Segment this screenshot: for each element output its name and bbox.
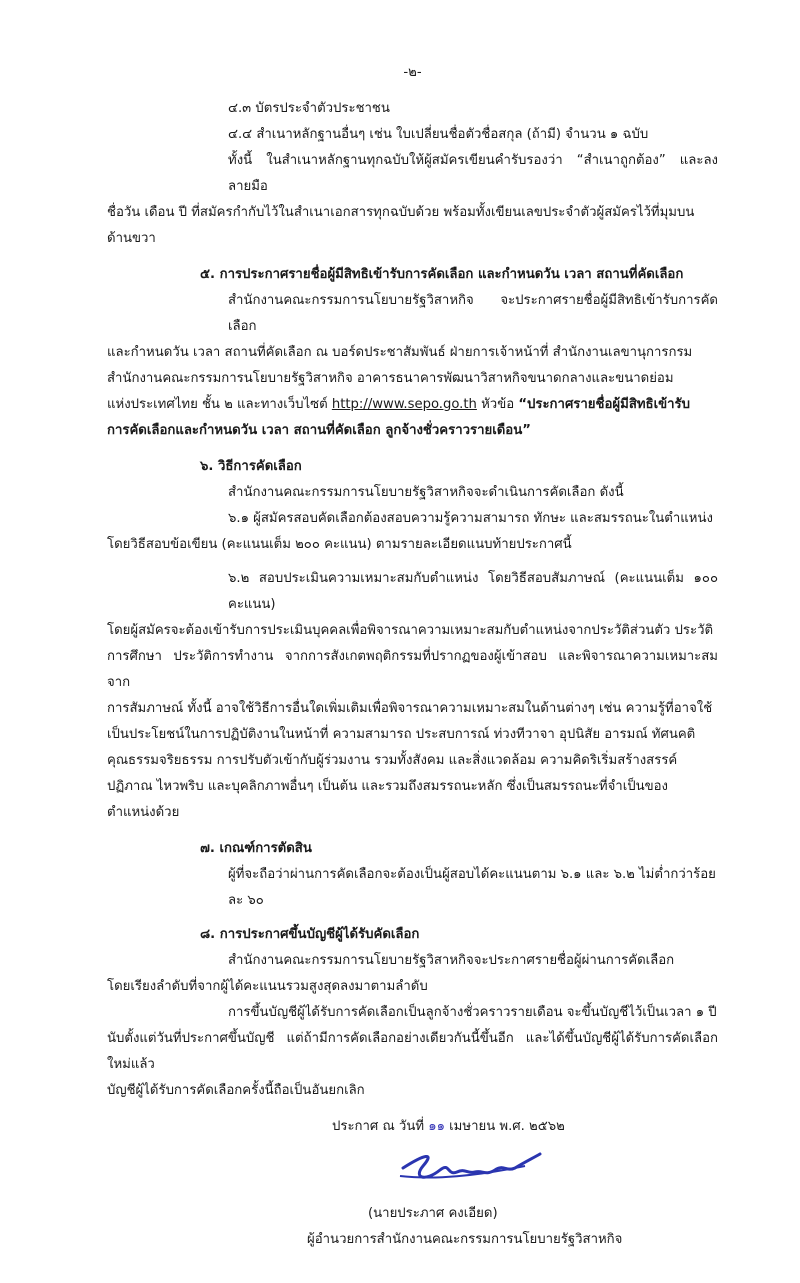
paragraph-line: ทั้งนี้ ในสำเนาหลักฐานทุกฉบับให้ผู้สมัครเขียนคำรับรองว่า “สำเนาถูกต้อง” และลงลายมือ	[228, 153, 718, 194]
item-4-4: ๔.๔ สำเนาหลักฐานอื่นๆ เช่น ใบเปลี่ยนชื่อตัวชื่อสกุล (ถ้ามี) จำนวน ๑ ฉบับ	[228, 127, 649, 142]
paragraph-line: ชื่อวัน เดือน ปี ที่สมัครกำกับไว้ในสำเนาเอกสารทุกฉบับด้วย พร้อมทั้งเขียนเลขประจำตัวผู้สมัครไว้ที่มุมบน	[107, 205, 695, 220]
signatory-name: (นายประภาศ คงเอียด)	[368, 1206, 498, 1221]
paragraph-line: ผู้ที่จะถือว่าผ่านการคัดเลือกจะต้องเป็นผู้สอบได้คะแนนตาม ๖.๑ และ ๖.๒ ไม่ต่ำกว่าร้อยละ ๖๐	[228, 867, 716, 908]
paragraph-line: บัญชีผู้ได้รับการคัดเลือกครั้งนี้ถือเป็นอันยกเลิก	[107, 1083, 365, 1098]
paragraph-line: สำนักงานคณะกรรมการนโยบายรัฐวิสาหกิจ จะประกาศรายชื่อผู้มีสิทธิเข้ารับการคัดเลือก	[228, 293, 718, 334]
paragraph-line: การสัมภาษณ์ ทั้งนี้ อาจใช้วิธีการอื่นใดเพิ่มเติมเพื่อพิจารณาความเหมาะสมในด้านต่างๆ เช่น ความรู้ที่อาจใช้	[107, 701, 713, 716]
paragraph-line: สำนักงานคณะกรรมการนโยบายรัฐวิสาหกิจจะประกาศรายชื่อผู้ผ่านการคัดเลือก	[228, 953, 675, 968]
paragraph-line: ด้านขวา	[107, 231, 156, 246]
announcement-date	[107, 1114, 718, 1140]
paragraph-line: การศึกษา ประวัติการทำงาน จากการสังเกตพฤติกรรมที่ปรากฏของผู้เข้าสอบ และพิจารณาความเหมาะสมจาก	[107, 649, 718, 690]
day-handwritten: ๑๑	[428, 1119, 445, 1134]
page-number: -๒-	[403, 65, 422, 80]
section-6-heading: ๖. วิธีการคัดเลือก	[200, 459, 302, 474]
paragraph-line: ๖.๑ ผู้สมัครสอบคัดเลือกต้องสอบความรู้ความสามารถ ทักษะ และสมรรถนะในตำแหน่ง	[228, 511, 713, 526]
paragraph-line: สำนักงานคณะกรรมการนโยบายรัฐวิสาหกิจ อาคารธนาคารพัฒนาวิสาหกิจขนาดกลางและขนาดย่อม	[107, 371, 674, 386]
paragraph-line: การขึ้นบัญชีผู้ได้รับการคัดเลือกเป็นลูกจ้างชั่วคราวรายเดือน จะขึ้นบัญชีไว้เป็นเวลา ๑ ปี	[228, 1005, 717, 1020]
paragraph-line: ตำแหน่งด้วย	[107, 805, 180, 820]
paragraph-line: ปฏิภาณ ไหวพริบ และบุคลิกภาพอื่นๆ เป็นต้น และรวมถึงสมรรถนะหลัก ซึ่งเป็นสมรรถนะที่จำเป็นของ	[107, 779, 668, 794]
signatory-title: ผู้อำนวยการสำนักงานคณะกรรมการนโยบายรัฐวิสาหกิจ	[307, 1232, 623, 1247]
paragraph-line: และกำหนดวัน เวลา สถานที่คัดเลือก ณ บอร์ดประชาสัมพันธ์ ฝ่ายการเจ้าหน้าที่ สำนักงานเลขานุการกรม	[107, 345, 693, 360]
item-4-3: ๔.๓ บัตรประจำตัวประชาชน	[228, 101, 390, 116]
paragraph-line: คุณธรรมจริยธรรม การปรับตัวเข้ากับผู้ร่วมงาน รวมทั้งสังคม และสิ่งแวดล้อม ความคิดริเริ่มสร้างสรรค์	[107, 753, 678, 768]
section-8-heading: ๘. การประกาศขึ้นบัญชีผู้ได้รับคัดเลือก	[200, 927, 420, 942]
text: หัวข้อ	[476, 397, 519, 412]
text: ประกาศ ณ วันที่	[332, 1119, 429, 1134]
paragraph-line: สำนักงานคณะกรรมการนโยบายรัฐวิสาหกิจจะดำเนินการคัดเลือก ดังนี้	[228, 485, 624, 500]
paragraph-line: โดยเรียงลำดับที่จากผู้ได้คะแนนรวมสูงสุดลงมาตามลำดับ	[107, 979, 428, 994]
paragraph-line: นับตั้งแต่วันที่ประกาศขึ้นบัญชี แต่ถ้ามีการคัดเลือกอย่างเดียวกันนี้ขึ้นอีก และได้ขึ้นบัญชีผู้ได้รับการคัดเลือกใหม่แล้ว	[107, 1031, 718, 1072]
section-5-heading: ๕. การประกาศรายชื่อผู้มีสิทธิเข้ารับการคัดเลือก และกำหนดวัน เวลา สถานที่คัดเลือก	[200, 267, 684, 282]
section-7-heading: ๗. เกณฑ์การตัดสิน	[200, 841, 312, 856]
paragraph-line	[107, 392, 718, 418]
text: เมษายน พ.ศ. ๒๕๖๒	[444, 1119, 565, 1134]
text: “ประกาศรายชื่อผู้มีสิทธิเข้ารับ	[518, 397, 690, 412]
paragraph-line: การคัดเลือกและกำหนดวัน เวลา สถานที่คัดเลือก ลูกจ้างชั่วคราวรายเดือน”	[107, 423, 531, 438]
paragraph-line: เป็นประโยชน์ในการปฏิบัติงานในหน้าที่ ความสามารถ ประสบการณ์ ท่วงทีวาจา อุปนิสัย อารมณ์ ทัศนคติ	[107, 727, 696, 742]
paragraph-line: โดยวิธีสอบข้อเขียน (คะแนนเต็ม ๒๐๐ คะแนน) ตามรายละเอียดแนบท้ายประกาศนี้	[107, 537, 572, 552]
text: แห่งประเทศไทย ชั้น ๒ และทางเว็บไซต์	[107, 397, 332, 412]
paragraph-line: โดยผู้สมัครจะต้องเข้ารับการประเมินบุคคลเพื่อพิจารณาความเหมาะสมกับตำแหน่งจากประวัติส่วนตัว ประวัติ	[107, 623, 714, 638]
signature-image	[395, 1146, 545, 1191]
paragraph-line: ๖.๒ สอบประเมินความเหมาะสมกับตำแหน่ง โดยวิธีสอบสัมภาษณ์ (คะแนนเต็ม ๑๐๐ คะแนน)	[228, 571, 718, 612]
website-link[interactable]: http://www.sepo.go.th	[331, 397, 477, 412]
